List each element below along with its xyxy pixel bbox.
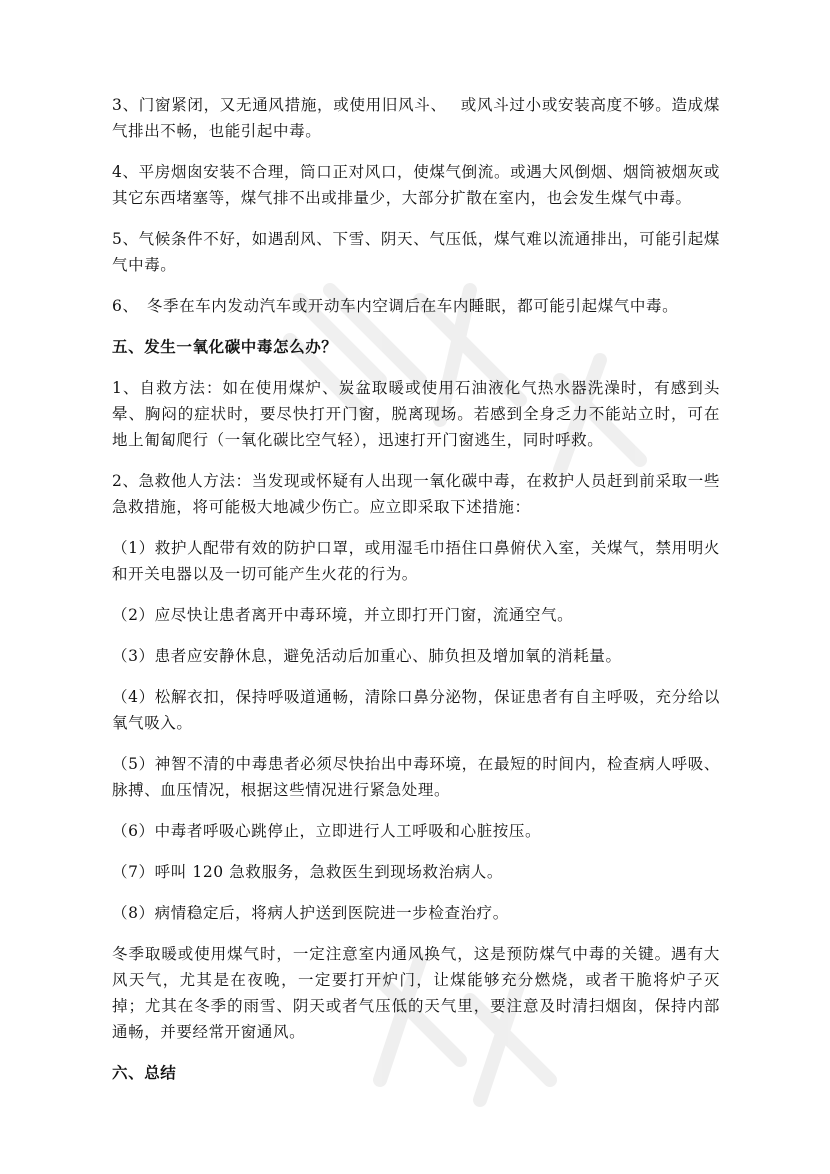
paragraph-cause-5: 5、气候条件不好，如遇刮风、下雪、阴天、气压低，煤气难以流通排出，可能引起煤气中毒。 [112, 230, 720, 274]
paragraph-cause-4: 4、平房烟囱安装不合理，筒口正对风口，使煤气倒流。或遇大风倒烟、烟筒被烟灰或其它东西堵塞等，煤气排不出或排量少，大部分扩散在室内，也会发生煤气中毒。 [112, 163, 720, 207]
measure-item-4: （4）松解衣扣，保持呼吸道通畅，清除口鼻分泌物，保证患者有自主呼吸，充分给以氧气吸入。 [112, 688, 720, 732]
measure-item-2: （2）应尽快让患者离开中毒环境，并立即打开门窗，流通空气。 [112, 606, 574, 624]
measure-item-7: （7）呼叫 120 急救服务，急救医生到现场救治病人。 [112, 863, 504, 881]
paragraph-prevention: 冬季取暖或使用煤气时，一定注意室内通风换气，这是预防煤气中毒的关键。遇有大风天气，尤其是在夜晚，一定要打开炉门，让煤能够充分燃烧，或者干脆将炉子灭掉；尤其在冬季的雨雪、阴天或者气压低的天气里，要注意及时清扫烟囱，保持内部通畅，并要经常开窗通风。 [112, 945, 720, 1041]
paragraph-self-rescue: 1、自救方法：如在使用煤炉、炭盆取暖或使用石油液化气热水器洗澡时，有感到头晕、胸闷的症状时，要尽快打开门窗，脱离现场。若感到全身乏力不能站立时，可在地上匍匐爬行（一氧化碳比空气轻），迅速打开门窗逃生，同时呼救。 [112, 379, 720, 449]
paragraph-cause-6: 6、 冬季在车内发动汽车或开动车内空调后在车内睡眠，都可能引起煤气中毒。 [112, 297, 679, 315]
paragraph-cause-3: 3、门窗紧闭，又无通风措施，或使用旧风斗、 或风斗过小或安装高度不够。造成煤气排出不畅，也能引起中毒。 [112, 96, 720, 140]
document-page [112, 92, 720, 1101]
paragraph-rescue-others: 2、急救他人方法：当发现或怀疑有人出现一氧化碳中毒，在救护人员赶到前采取一些急救措施，将可能极大地减少伤亡。应立即采取下述措施： [112, 472, 720, 516]
measure-item-3: （3）患者应安静休息，避免活动后加重心、肺负担及增加氧的消耗量。 [112, 647, 622, 665]
measure-item-8: （8）病情稳定后，将病人护送到医院进一步检查治疗。 [112, 904, 509, 922]
measure-item-6: （6）中毒者呼吸心跳停止，立即进行人工呼吸和心脏按压。 [112, 822, 542, 840]
measure-item-5: （5）神智不清的中毒患者必须尽快抬出中毒环境，在最短的时间内，检查病人呼吸、脉搏、血压情况，根据这些情况进行紧急处理。 [112, 755, 720, 799]
measure-item-1: （1）救护人配带有效的防护口罩，或用湿毛巾捂住口鼻俯伏入室，关煤气，禁用明火和开关电器以及一切可能产生火花的行为。 [112, 539, 720, 583]
section-5-title: 五、发生一氧化碳中毒怎么办？ [112, 338, 338, 356]
section-6-title: 六、总结 [112, 1064, 177, 1082]
